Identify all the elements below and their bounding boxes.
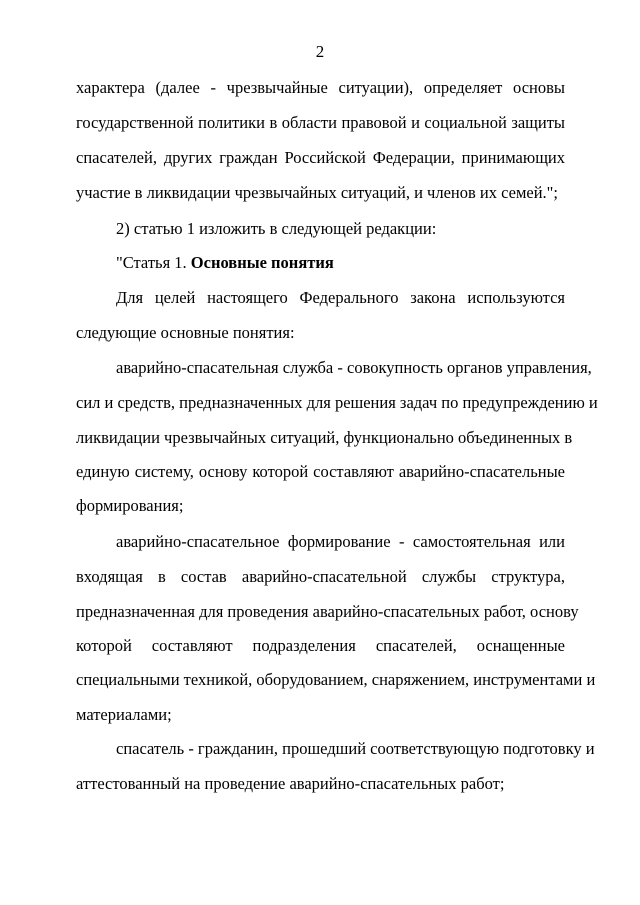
p6-line-3: предназначенная для проведения аварийно-спасательных работ, основу — [76, 602, 579, 621]
p7-line-1: спасатель - гражданин, прошедший соответствующую подготовку и — [116, 739, 595, 758]
p6-line-2: входящая в состав аварийно-спасательной службы структура, — [76, 567, 565, 586]
p1-line-1: характера (далее - чрезвычайные ситуации), определяет основы — [76, 78, 565, 97]
p4-line-1: Для целей настоящего Федерального закона используются — [116, 288, 565, 307]
p1-line-4: участие в ликвидации чрезвычайных ситуаций, и членов их семей."; — [76, 183, 558, 202]
p1-line-3: спасателей, других граждан Российской Федерации, принимающих — [76, 148, 565, 167]
article-title: Основные понятия — [190, 253, 334, 272]
p6-line-6: материалами; — [76, 705, 172, 724]
p1-line-2: государственной политики в области правовой и социальной защиты — [76, 113, 565, 132]
p2-line-1: 2) статью 1 изложить в следующей редакции: — [116, 219, 437, 238]
p5-line-2: сил и средств, предназначенных для решения задач по предупреждению и — [76, 393, 598, 412]
page-number: 2 — [315, 42, 325, 61]
p5-line-3: ликвидации чрезвычайных ситуаций, функционально объединенных в — [76, 428, 573, 447]
p6-line-5: специальными техникой, оборудованием, снаряжением, инструментами и — [76, 670, 596, 689]
article-heading — [116, 252, 565, 274]
p6-line-1: аварийно-спасательное формирование - самостоятельная или — [116, 532, 565, 551]
p5-line-5: формирования; — [76, 496, 184, 515]
p4-line-2: следующие основные понятия: — [76, 323, 295, 342]
p5-line-1: аварийно-спасательная служба - совокупность органов управления, — [116, 358, 592, 377]
article-prefix: "Статья 1. — [116, 253, 191, 272]
p7-line-2: аттестованный на проведение аварийно-спасательных работ; — [76, 774, 505, 793]
p6-line-4: которой составляют подразделения спасателей, оснащенные — [76, 636, 565, 655]
p5-line-4: единую систему, основу которой составляют аварийно-спасательные — [76, 462, 565, 481]
